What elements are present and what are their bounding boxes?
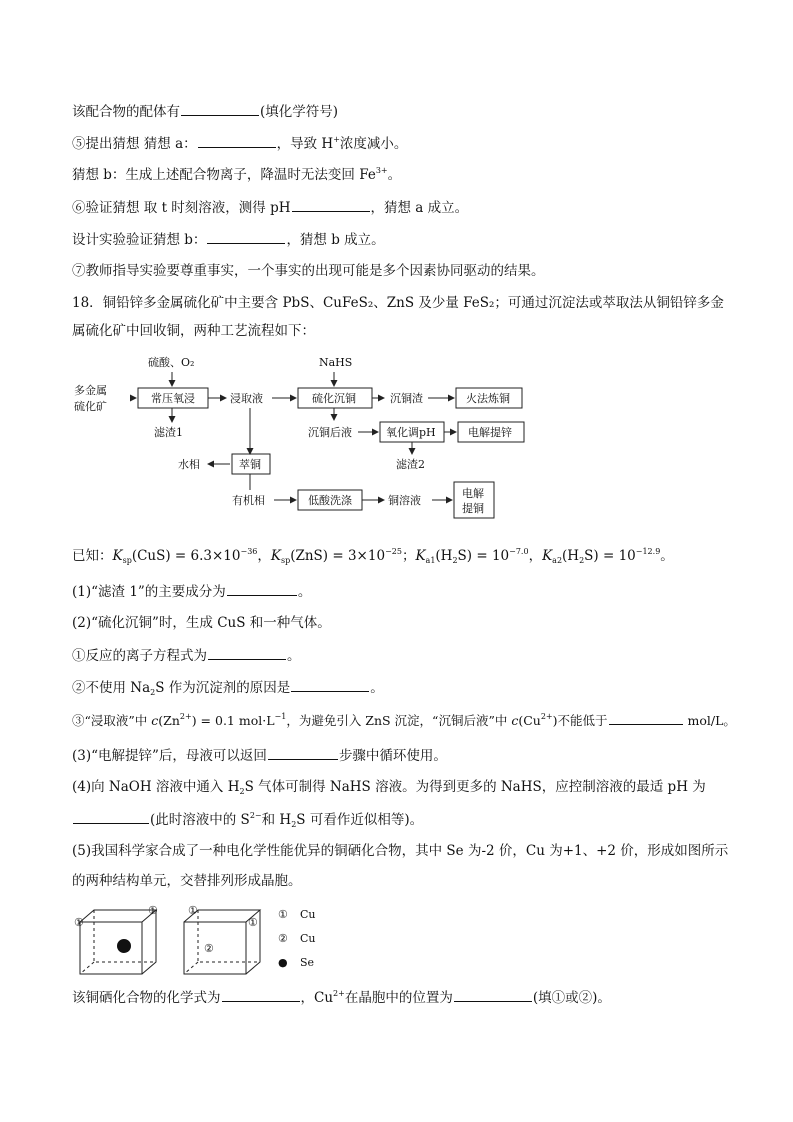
superscript: 2+: [333, 989, 345, 998]
flow-reagent1: 硫酸、O₂: [148, 356, 195, 369]
text: 。: [387, 167, 402, 183]
superscript: 2+: [540, 712, 553, 721]
text: K: [415, 548, 426, 564]
ligand-prompt: 该配合物的配体有: [72, 104, 180, 120]
known-constants: [72, 546, 674, 566]
text: 。: [660, 548, 674, 564]
subscript: a1: [425, 556, 436, 565]
text: 猜想 b：生成上述配合物离子，降温时无法变回 Fe: [72, 167, 376, 183]
flow-label-wash: 低酸洗涤: [308, 494, 352, 507]
design-line: [72, 229, 385, 250]
text: 和 H: [261, 812, 292, 828]
question-4: [72, 777, 706, 797]
legend-symbol-2: ②: [278, 932, 288, 945]
text: ③“浸取液”中: [72, 713, 152, 728]
text: (Zn: [158, 713, 180, 728]
answer-blank[interactable]: [181, 101, 259, 116]
question-4-cont: [72, 809, 423, 830]
text: 在晶胞中的位置为: [344, 990, 453, 1006]
text: ，Cu: [300, 990, 334, 1006]
question-2: (2)“硫化沉铜”时，生成 CuS 和一种气体。: [72, 615, 331, 631]
answer-blank[interactable]: [291, 677, 369, 692]
question-2-2: [72, 677, 384, 698]
subscript: 2: [239, 787, 245, 796]
flow-residue2: 滤渣2: [396, 458, 425, 471]
text: c: [151, 713, 159, 728]
flow-after-cu: 沉铜后液: [308, 426, 352, 439]
flow-label-precip: 硫化沉铜: [312, 392, 356, 405]
legend-text-1: Cu: [300, 908, 316, 921]
superscript: −36: [240, 547, 258, 556]
answer-blank[interactable]: [268, 745, 338, 760]
text: (ZnS) = 3×10: [290, 548, 386, 564]
text: K: [542, 548, 553, 564]
answer-blank[interactable]: [454, 987, 532, 1002]
ligand-line: [72, 101, 338, 122]
text: ，导致 H: [276, 136, 334, 152]
text: ⑥验证猜想 取 t 时刻溶液，测得 pH: [72, 200, 291, 216]
flow-residue1: 滤渣1: [154, 426, 183, 439]
text: S) = 10: [457, 548, 510, 564]
text: 步骤中循环使用。: [338, 748, 447, 764]
text: 。: [287, 648, 301, 664]
text: ，: [257, 548, 271, 564]
question-5: (5)我国科学家合成了一种电化学性能优异的铜硒化合物，其中 Se 为-2 价，Cu 为+1、+2 价，形成如图所示: [72, 843, 729, 859]
subscript: 2: [150, 688, 156, 697]
text: c: [511, 713, 519, 728]
text: 浓度减小。: [339, 136, 408, 152]
flow-label-ecu-2: 提铜: [462, 502, 484, 515]
text: S) = 10: [584, 548, 636, 564]
answer-blank[interactable]: [198, 133, 276, 148]
text: ，猜想 b 成立。: [286, 232, 385, 248]
question-2-3: [72, 710, 736, 731]
text: ①反应的离子方程式为: [72, 648, 207, 664]
text: ②不使用 Na: [72, 680, 151, 696]
text: (此时溶液中的 S: [150, 812, 250, 828]
legend-text-2: Cu: [300, 932, 316, 945]
question-18-intro: 18．铜铅锌多金属硫化矿中主要含 PbS、CuFeS₂、ZnS 及少量 FeS₂；可通过沉淀法或萃取法从铜铅锌多金: [72, 295, 724, 311]
superscript: +: [333, 135, 340, 144]
legend-symbol-3: ●: [278, 956, 288, 969]
answer-blank[interactable]: [292, 197, 370, 212]
process-flowchart: [72, 350, 532, 525]
answer-blank[interactable]: [73, 809, 149, 824]
superscript: 3+: [375, 166, 388, 175]
text: 已知：: [72, 548, 113, 564]
flow-label-ecu-1: 电解: [462, 487, 484, 500]
text: S 可看作近似相等)。: [296, 812, 424, 828]
flow-label-extract: 萃铜: [239, 458, 261, 471]
ligand-hint: (填化学符号): [260, 104, 339, 120]
superscript: 2−: [249, 811, 262, 820]
flow-aqueous: 水相: [178, 458, 200, 471]
superscript: −1: [274, 712, 287, 721]
cu-site-label-1d: ①: [248, 916, 258, 929]
hypothesis-a-label: ⑤提出猜想 猜想 a：: [72, 136, 197, 152]
text: (4)向 NaOH 溶液中通入 H: [72, 779, 240, 795]
legend-text-3: Se: [300, 956, 315, 969]
text: (1)“滤渣 1”的主要成分为: [72, 584, 226, 600]
subscript: 2: [452, 556, 458, 565]
last-question-line: [72, 987, 611, 1008]
text: (Cu: [518, 713, 541, 728]
flow-organic: 有机相: [232, 494, 265, 507]
question-2-1: [72, 645, 301, 666]
cu-site-label-1b: ①: [148, 904, 158, 917]
text: (填①或②)。: [532, 990, 611, 1006]
text: ，猜想 a 成立。: [370, 200, 469, 216]
text: ；: [401, 548, 416, 564]
superscript: −25: [385, 547, 402, 556]
question-1: [72, 581, 311, 602]
answer-blank[interactable]: [208, 645, 286, 660]
legend-symbol-1: ①: [278, 908, 288, 921]
text: S 作为沉淀剂的原因是: [155, 680, 291, 696]
flow-cu-residue: 沉铜渣: [390, 392, 423, 405]
superscript: −7.0: [509, 547, 529, 556]
text: (3)“电解提锌”后，母液可以返回: [72, 748, 267, 764]
flow-label-leach: 常压氧浸: [151, 392, 195, 405]
subscript: 2: [579, 556, 585, 565]
flow-label-oxid: 氧化调pH: [386, 426, 436, 439]
text: S 气体可制得 NaHS 溶液。为得到更多的 NaHS，应控制溶液的最适 pH 为: [244, 779, 706, 795]
flow-leachate: 浸取液: [230, 392, 263, 405]
flow-ore-1: 多金属: [74, 384, 107, 397]
question-5-cont: 的两种结构单元，交替排列形成晶胞。: [72, 873, 302, 889]
text: mol/L。: [683, 713, 736, 728]
text: )不能低于: [552, 713, 608, 728]
text: (CuS) = 6.3×10: [131, 548, 241, 564]
superscript: 2+: [179, 712, 192, 721]
flow-label-fire: 火法炼铜: [466, 392, 510, 405]
text: (H: [435, 548, 453, 564]
hypothesis-b-line: [72, 165, 401, 185]
answer-blank[interactable]: [227, 581, 297, 596]
text: K: [270, 548, 281, 564]
teacher-guidance-line: ⑦教师指导实验要尊重事实，一个事实的出现可能是多个因素协同驱动的结果。: [72, 263, 545, 279]
verify-line: [72, 197, 468, 218]
hypothesis-a-line: [72, 133, 407, 154]
flow-label-zn: 电解提锌: [468, 426, 512, 439]
text: 设计实验验证猜想 b：: [72, 232, 207, 248]
crystal-structure-units: [72, 900, 362, 980]
subscript: 2: [291, 820, 297, 829]
answer-blank[interactable]: [222, 987, 300, 1002]
text: 。: [297, 584, 312, 600]
answer-blank[interactable]: [207, 229, 285, 244]
text: (H: [562, 548, 580, 564]
question-3: [72, 745, 447, 766]
question-18-intro-2: 属硫化矿中回收铜，两种工艺流程如下：: [72, 323, 315, 339]
text: ) = 0.1 mol·L: [191, 713, 275, 728]
cu-site-label-2: ②: [204, 942, 214, 955]
cu-site-label-1: ①: [74, 916, 84, 929]
text: K: [112, 548, 123, 564]
se-atom-icon: [117, 939, 131, 953]
flow-ore-2: 硫化矿: [74, 400, 107, 413]
subscript: sp: [280, 556, 291, 565]
answer-blank[interactable]: [609, 710, 683, 725]
cu-site-label-1c: ①: [188, 904, 198, 917]
flow-cu-solution: 铜溶液: [388, 494, 421, 507]
subscript: a2: [552, 556, 563, 565]
subscript: sp: [122, 556, 132, 565]
text: 。: [370, 680, 384, 696]
text: ，为避免引入 ZnS 沉淀，“沉铜后液”中: [286, 713, 512, 728]
text: ，: [528, 548, 543, 564]
text: 该铜硒化合物的化学式为: [72, 990, 221, 1006]
superscript: −12.9: [635, 547, 661, 556]
flow-reagent2: NaHS: [319, 356, 353, 369]
